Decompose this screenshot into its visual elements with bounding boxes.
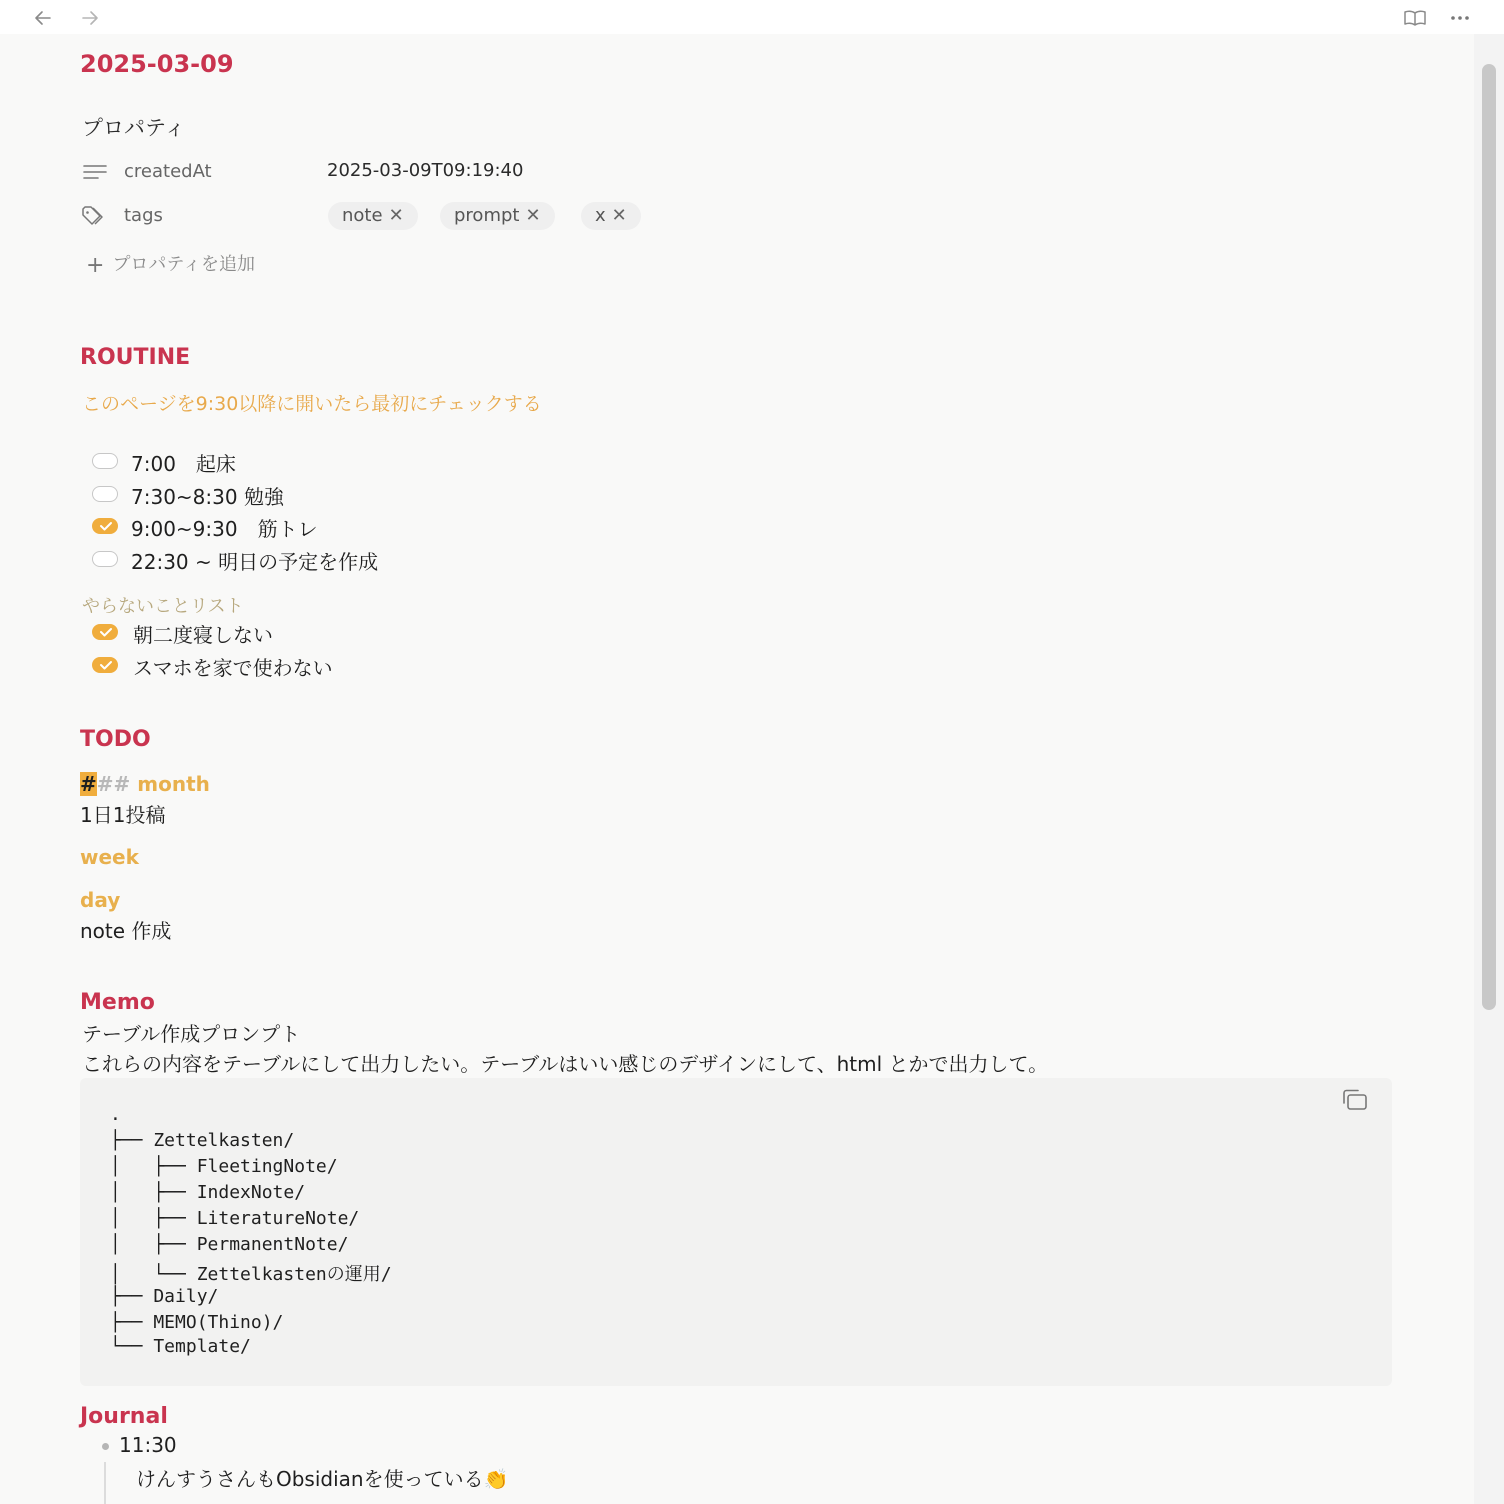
plus-icon: + bbox=[86, 253, 105, 278]
code-line: │ ├── FleetingNote/ bbox=[110, 1156, 338, 1177]
indent-guide bbox=[104, 1462, 106, 1504]
more-options-icon[interactable] bbox=[1446, 4, 1474, 32]
arrow-left-icon[interactable] bbox=[29, 4, 57, 32]
add-property-button[interactable] bbox=[86, 250, 255, 276]
code-line: │ └── Zettelkastenの運用/ bbox=[110, 1264, 392, 1285]
journal-heading[interactable]: Journal bbox=[80, 1404, 168, 1429]
properties-heading[interactable]: プロパティ bbox=[82, 116, 186, 140]
task-checkbox[interactable] bbox=[92, 486, 118, 502]
top-bar bbox=[0, 0, 1504, 34]
task-text[interactable]: 7:30~8:30 勉強 bbox=[131, 485, 284, 509]
property-key-createdAt[interactable]: createdAt bbox=[124, 161, 212, 182]
memo-heading[interactable]: Memo bbox=[80, 990, 155, 1015]
week-heading[interactable]: week bbox=[80, 845, 139, 869]
check-icon bbox=[99, 626, 113, 638]
tag-pill-prompt[interactable] bbox=[440, 202, 555, 230]
check-icon bbox=[99, 659, 113, 671]
code-line: │ ├── IndexNote/ bbox=[110, 1182, 306, 1203]
tag-label: x bbox=[595, 205, 606, 226]
routine-heading[interactable]: ROUTINE bbox=[80, 345, 191, 370]
code-line: ├── MEMO(Thino)/ bbox=[110, 1312, 284, 1333]
add-property-label: プロパティを追加 bbox=[112, 254, 255, 275]
memo-line[interactable]: これらの内容をテーブルにして出力したい。テーブルはいい感じのデザインにして、html とかで出力して。 bbox=[82, 1052, 1049, 1076]
check-icon bbox=[99, 520, 113, 532]
task-checkbox[interactable] bbox=[92, 551, 118, 567]
property-key-tags[interactable]: tags bbox=[124, 205, 163, 226]
code-block[interactable] bbox=[80, 1078, 1392, 1386]
task-text[interactable]: 朝二度寝しない bbox=[133, 623, 273, 647]
day-text[interactable]: note 作成 bbox=[80, 919, 172, 943]
todo-heading[interactable]: TODO bbox=[80, 727, 151, 752]
task-text[interactable]: 9:00~9:30 筋トレ bbox=[131, 517, 318, 541]
day-heading[interactable]: day bbox=[80, 888, 121, 912]
code-line: ├── Daily/ bbox=[110, 1286, 219, 1307]
note-title[interactable]: 2025-03-09 bbox=[80, 50, 234, 78]
code-line: ├── Zettelkasten/ bbox=[110, 1130, 295, 1151]
tags-icon bbox=[81, 205, 111, 231]
routine-instruction[interactable]: このページを9:30以降に開いたら最初にチェックする bbox=[82, 393, 542, 415]
tag-label: note bbox=[342, 205, 383, 226]
text-cursor: # bbox=[80, 772, 97, 796]
task-checkbox-checked[interactable] bbox=[92, 518, 118, 534]
journal-time[interactable]: 11:30 bbox=[119, 1433, 177, 1457]
code-line: │ ├── LiteratureNote/ bbox=[110, 1208, 360, 1229]
heading-markup: ## bbox=[96, 772, 138, 796]
close-icon[interactable]: ✕ bbox=[388, 205, 404, 226]
task-text[interactable]: スマホを家で使わない bbox=[133, 656, 333, 680]
scrollbar-thumb[interactable] bbox=[1482, 64, 1496, 1010]
tag-pill-note[interactable] bbox=[328, 202, 418, 230]
text-lines-icon bbox=[82, 162, 108, 186]
task-checkbox-checked[interactable] bbox=[92, 657, 118, 673]
month-heading-line[interactable] bbox=[80, 772, 210, 796]
task-checkbox[interactable] bbox=[92, 453, 118, 469]
arrow-right-icon[interactable] bbox=[76, 4, 104, 32]
memo-line[interactable]: テーブル作成プロンプト bbox=[82, 1022, 301, 1046]
tag-label: prompt bbox=[454, 205, 520, 226]
close-icon[interactable]: ✕ bbox=[611, 205, 627, 226]
month-heading: month bbox=[137, 772, 210, 796]
close-icon[interactable]: ✕ bbox=[525, 205, 541, 226]
journal-entry[interactable]: けんすうさんもObsidianを使っている👏 bbox=[136, 1467, 509, 1491]
bullet-icon[interactable] bbox=[102, 1443, 109, 1450]
tag-pill-x[interactable] bbox=[581, 202, 641, 230]
property-value-createdAt[interactable]: 2025-03-09T09:19:40 bbox=[327, 160, 524, 181]
code-line: └── Template/ bbox=[110, 1336, 251, 1357]
task-text[interactable]: 22:30 ~ 明日の予定を作成 bbox=[131, 550, 379, 574]
task-text[interactable]: 7:00 起床 bbox=[131, 452, 236, 476]
book-open-icon[interactable] bbox=[1401, 4, 1429, 32]
month-text[interactable]: 1日1投稿 bbox=[80, 803, 166, 827]
code-line: . bbox=[110, 1104, 121, 1125]
dont-list-heading[interactable]: やらないことリスト bbox=[82, 596, 244, 617]
copy-icon[interactable] bbox=[1338, 1086, 1370, 1118]
code-line: │ ├── PermanentNote/ bbox=[110, 1234, 349, 1255]
task-checkbox-checked[interactable] bbox=[92, 624, 118, 640]
